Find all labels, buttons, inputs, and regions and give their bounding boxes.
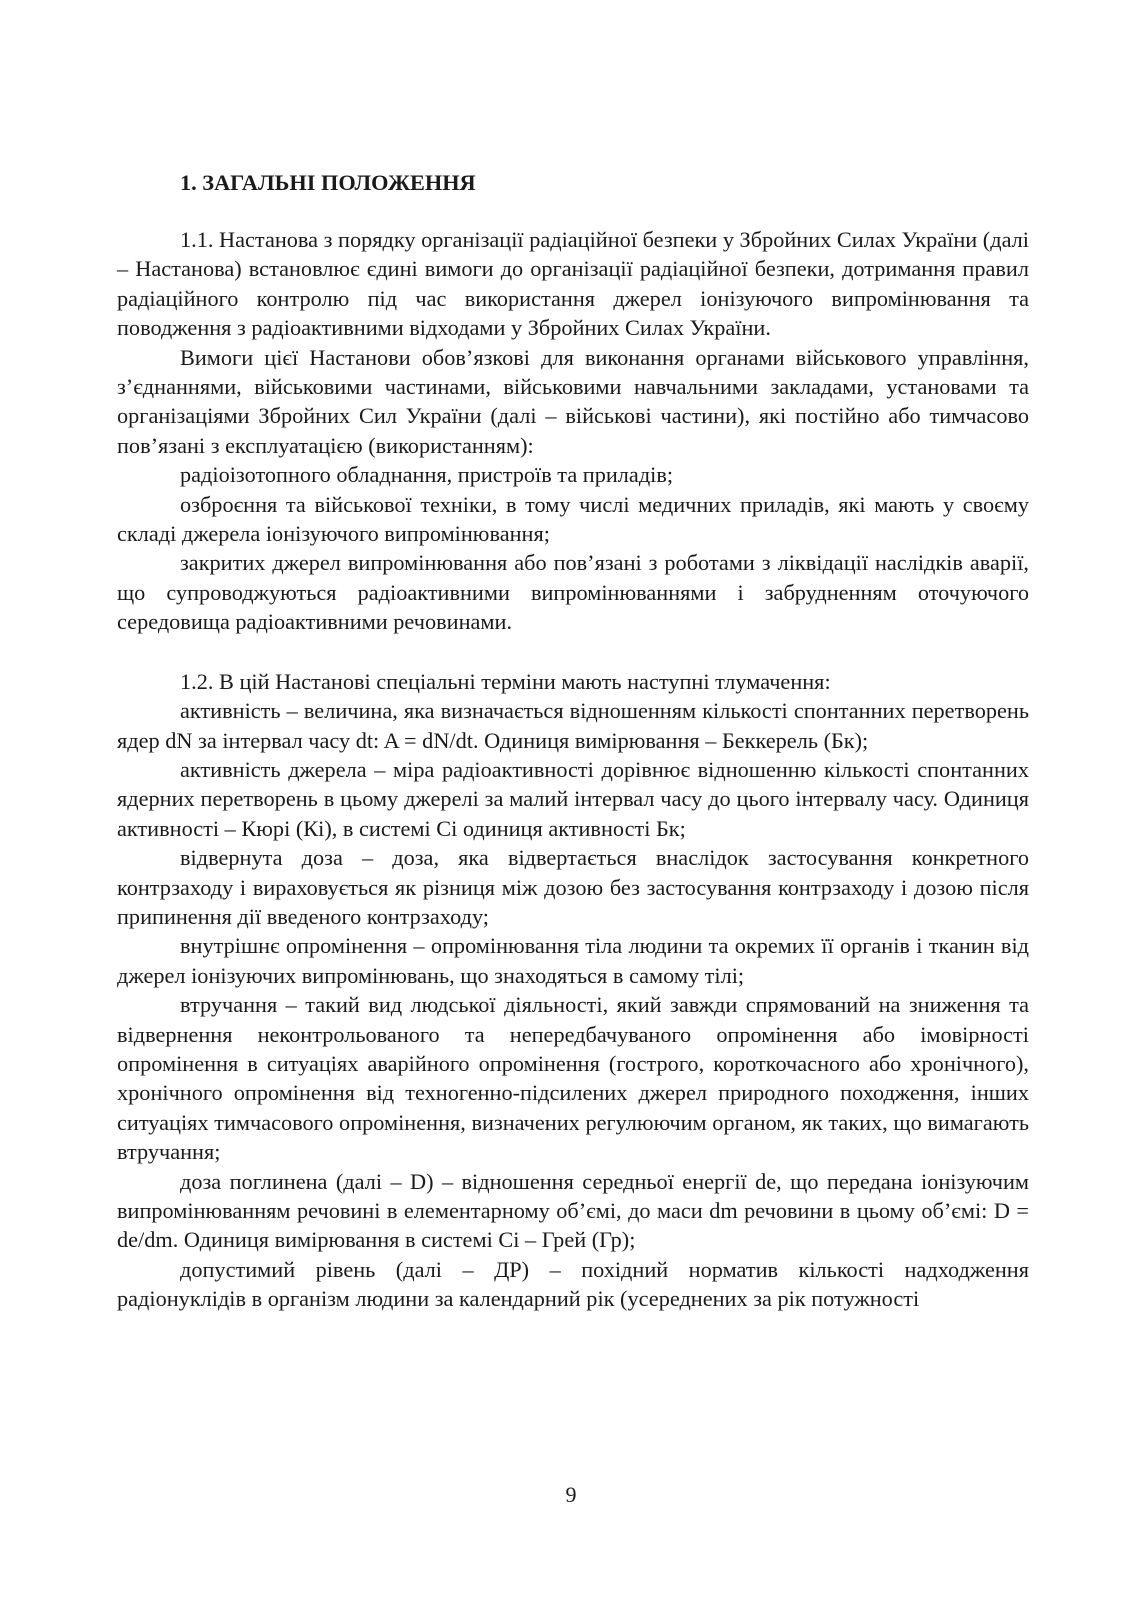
paragraph: 1.1. Настанова з порядку організації радіаційної безпеки у Збройних Силах України (далі – Настанова) встановлює єдині вимоги до організації радіаційної безпеки, дотримання правил радіаційного контролю під час використання джерел іонізуючого випромінювання та поводження з радіоактивними відходами у Збройних Силах України. [117, 227, 1029, 341]
document-page [117, 168, 1029, 1314]
paragraph: Вимоги цієї Настанови обов’язкові для виконання органами військового управління, з’єднаннями, військовими частинами, військовими навчальними закладами, установами та організаціями Збройних Сил України (далі – військові частини), які постійно або тимчасово пов’язані з експлуатацією (використанням): [117, 344, 1029, 458]
paragraph: радіоізотопного обладнання, пристроїв та приладів; [180, 462, 674, 488]
definition-paragraph: внутрішнє опромінення – опромінювання тіла людини та окремих її органів і тканин від джерел іонізуючих випромінювань, що знаходяться в самому тілі; [117, 933, 1029, 988]
definition-paragraph: втручання – такий вид людської діяльності, який завжди спрямований на зниження та відвернення неконтрольованого та непередбачуваного опромінення або імовірності опромінення в ситуаціях аварійного опромінення (гострого, короткочасного або хронічного), хронічного опромінення від техногенно-підсилених джерел природного походження, інших ситуаціях тимчасового опромінення, визначених регулюючим органом, як таких, що вимагають втручання; [117, 992, 1029, 1165]
paragraph: 1.2. В цій Настанові спеціальні терміни мають наступні тлумачення: [180, 668, 831, 694]
page-number: 9 [565, 1482, 577, 1507]
section-2-body [117, 667, 1029, 1314]
definition-paragraph: активність – величина, яка визначається відношенням кількості спонтанних перетворень ядер dN за інтервал часу dt: A = dN/dt. Одиниця вимірювання – Беккерель (Бк); [117, 698, 1029, 753]
definition-paragraph: допустимий рівень (далі – ДР) – похідний норматив кількості надходження радіонуклідів в організм людини за календарний рік (усереднених за рік потужності [117, 1256, 1029, 1312]
paragraph-gap [117, 637, 1029, 667]
definition-paragraph: активність джерела – міра радіоактивності дорівнює відношенню кількості спонтанних ядерних перетворень в цьому джерелі за малий інтервал часу до цього інтервалу часу. Одиниця активності – Кюрі (Кі), в системі Сі одиниця активності Бк; [117, 756, 1029, 841]
paragraph: озброєння та військової техніки, в тому числі медичних приладів, які мають у своєму складі джерела іонізуючого випромінювання; [117, 491, 1029, 547]
definition-paragraph: доза поглинена (далі – D) – відношення середньої енергії de, що передана іонізуючим випромінюванням речовині в елементарному об’ємі, до маси dm речовини в цьому об’ємі: D = de/dm. Одиниця вимірювання в системі Сі – Грей (Гр); [117, 1168, 1029, 1253]
section-heading: 1. ЗАГАЛЬНІ ПОЛОЖЕННЯ [180, 170, 476, 195]
definition-paragraph: відвернута доза – доза, яка відвертається внаслідок застосування конкретного контрзаходу і вираховується як різниця між дозою без застосування контрзаходу і дозою після припинення дії введеного контрзаходу; [117, 845, 1029, 929]
paragraph: закритих джерел випромінювання або пов’язані з роботами з ліквідації наслідків аварії, що супроводжуються радіоактивними випромінюваннями і забрудненням оточуючого середовища радіоактивними речовинами. [117, 550, 1029, 635]
section-1-body [117, 225, 1029, 637]
